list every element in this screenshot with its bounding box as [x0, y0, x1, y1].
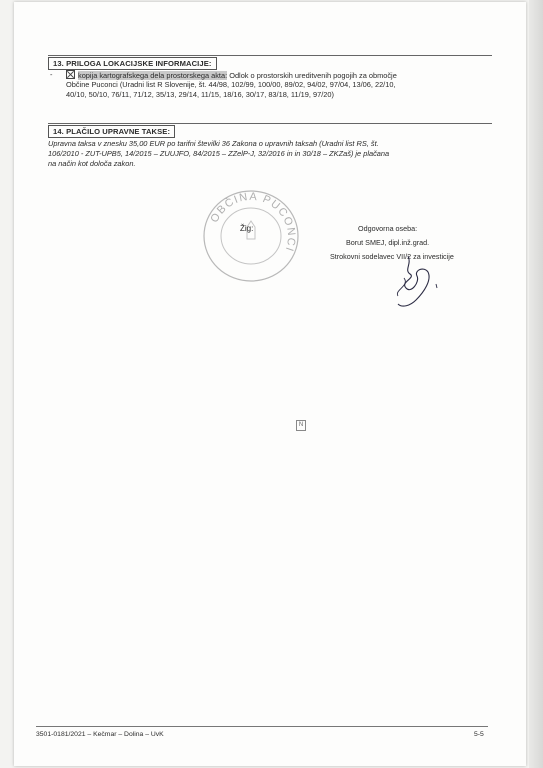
- handwritten-signature: [380, 248, 450, 318]
- footer-reference: 3501-0181/2021 – Kečmar – Dolina – UvK: [36, 731, 164, 738]
- document-page: [14, 2, 526, 766]
- stamp-label: Žig:: [240, 224, 254, 233]
- section-13-title: 13. PRILOGA LOKACIJSKE INFORMACIJE:: [48, 57, 217, 70]
- attachment-highlight: kopija kartografskega dela prostorskega akta:: [78, 71, 228, 80]
- section-14-line-3: na način kot določa zakon.: [48, 159, 136, 168]
- signatory-name: Borut SMEJ, dipl.inž.grad.: [346, 238, 430, 247]
- checked-box-icon: [66, 70, 75, 79]
- signatory-position: Strokovni sodelavec VII/2 za investicije: [330, 252, 454, 261]
- official-seal-stamp: [200, 187, 302, 285]
- scan-edge: [529, 0, 543, 768]
- section-14-title: 14. PLAČILO UPRAVNE TAKSE:: [48, 125, 175, 138]
- footer-page-number: 5-5: [474, 731, 484, 738]
- section-14-rule: [48, 123, 492, 124]
- section-13-line-2: Občine Puconci (Uradni list R Slovenije, št. 44/98, 102/99, 100/00, 89/02, 94/02, 97/04, 13/06, 22/10,: [66, 80, 396, 89]
- section-13-bullet: -: [50, 70, 53, 79]
- scan-mark-icon: N: [296, 420, 306, 431]
- signatory-role: Odgovorna oseba:: [358, 224, 418, 233]
- footer-rule: [36, 726, 488, 727]
- section-13-line-3: 40/10, 50/10, 76/11, 71/12, 35/13, 29/14, 11/15, 18/16, 30/17, 83/18, 11/19, 97/20): [66, 90, 334, 99]
- section-14-line-2: 106/2010 - ZUT-UPB5, 14/2015 – ZUUJFO, 84/2015 – ZZelP-J, 32/2016 in in 30/18 – ZKZaš) je plačana: [48, 149, 390, 158]
- section-14-line-1: Upravna taksa v znesku 35,00 EUR po tarifni številki 36 Zakona o upravnih taksah (Uradni list RS, št.: [48, 139, 379, 148]
- section-13-rule: [48, 55, 492, 56]
- attachment-text: Odlok o prostorskih ureditvenih pogojih za območje: [227, 71, 397, 80]
- seal-text: OBČINA PUCONCI: [208, 190, 298, 254]
